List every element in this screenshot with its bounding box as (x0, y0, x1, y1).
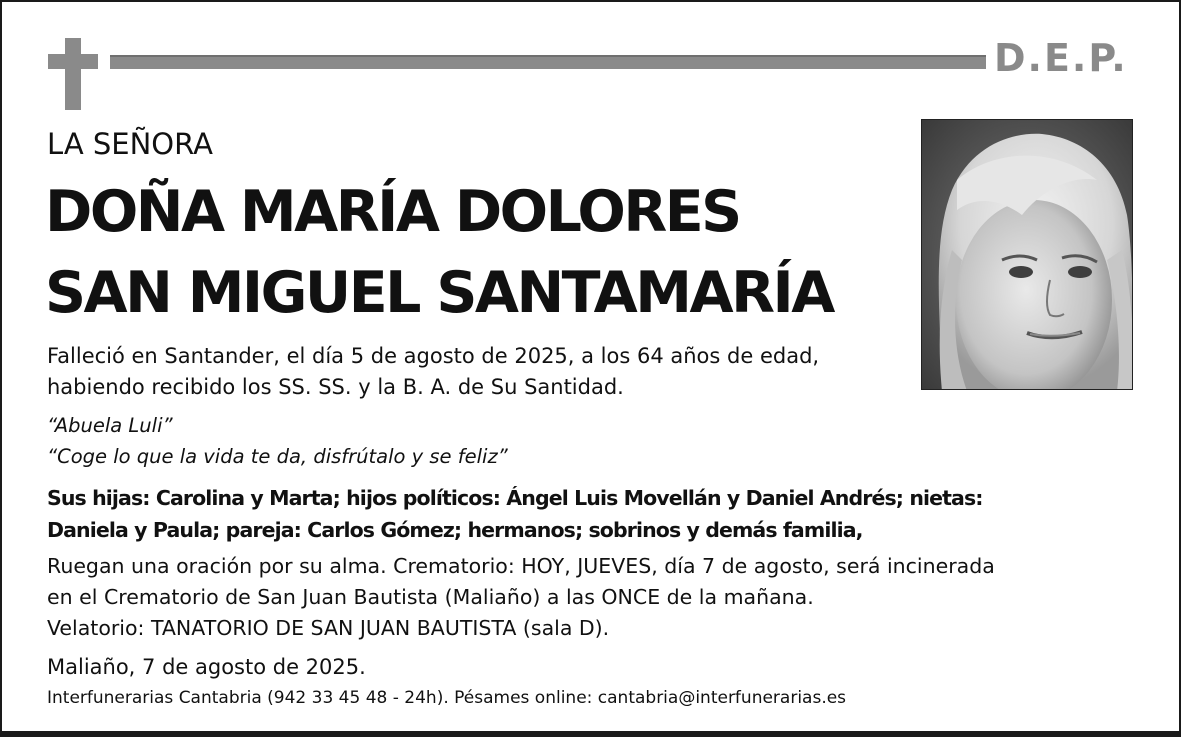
family-line: Sus hijas: Carolina y Marta; hijos políticos: Ángel Luis Movellán y Daniel Andrés; nietas: (47, 486, 983, 510)
dep-label: D.E.P. (994, 36, 1128, 80)
deceased-name-line-1: DOÑA MARÍA DOLORES (45, 179, 740, 245)
deceased-name-line-2: SAN MIGUEL SANTAMARÍA (45, 260, 833, 326)
motto-quote: “Coge lo que la vida te da, disfrútalo y se feliz” (47, 445, 508, 468)
honorific: LA SEÑORA (47, 127, 213, 161)
portrait-image (922, 120, 1133, 390)
dateline: Maliaño, 7 de agosto de 2025. (47, 655, 366, 679)
intro-line: Falleció en Santander, el día 5 de agosto de 2025, a los 64 años de edad, (47, 344, 820, 368)
portrait-photo (921, 119, 1133, 390)
family-list (47, 482, 983, 546)
nickname-quote: “Abuela Luli” (47, 414, 173, 437)
intro-line: habiendo recibido los SS. SS. y la B. A. de Su Santidad. (47, 375, 624, 399)
rites-line: Ruegan una oración por su alma. Crematorio: HOY, JUEVES, día 7 de agosto, será incinerada (47, 554, 995, 578)
funeral-details (47, 551, 995, 644)
family-line: Daniela y Paula; pareja: Carlos Gómez; hermanos; sobrinos y demás familia, (47, 518, 863, 542)
header-rule (110, 55, 986, 69)
rites-line: Velatorio: TANATORIO DE SAN JUAN BAUTISTA (sala D). (47, 616, 610, 640)
rites-line: en el Crematorio de San Juan Bautista (Maliaño) a las ONCE de la mañana. (47, 585, 814, 609)
funeral-home-footer: Interfunerarias Cantabria (942 33 45 48 - 24h). Pésames online: cantabria@interfunerarias.es (47, 688, 847, 708)
death-announcement (47, 341, 819, 403)
